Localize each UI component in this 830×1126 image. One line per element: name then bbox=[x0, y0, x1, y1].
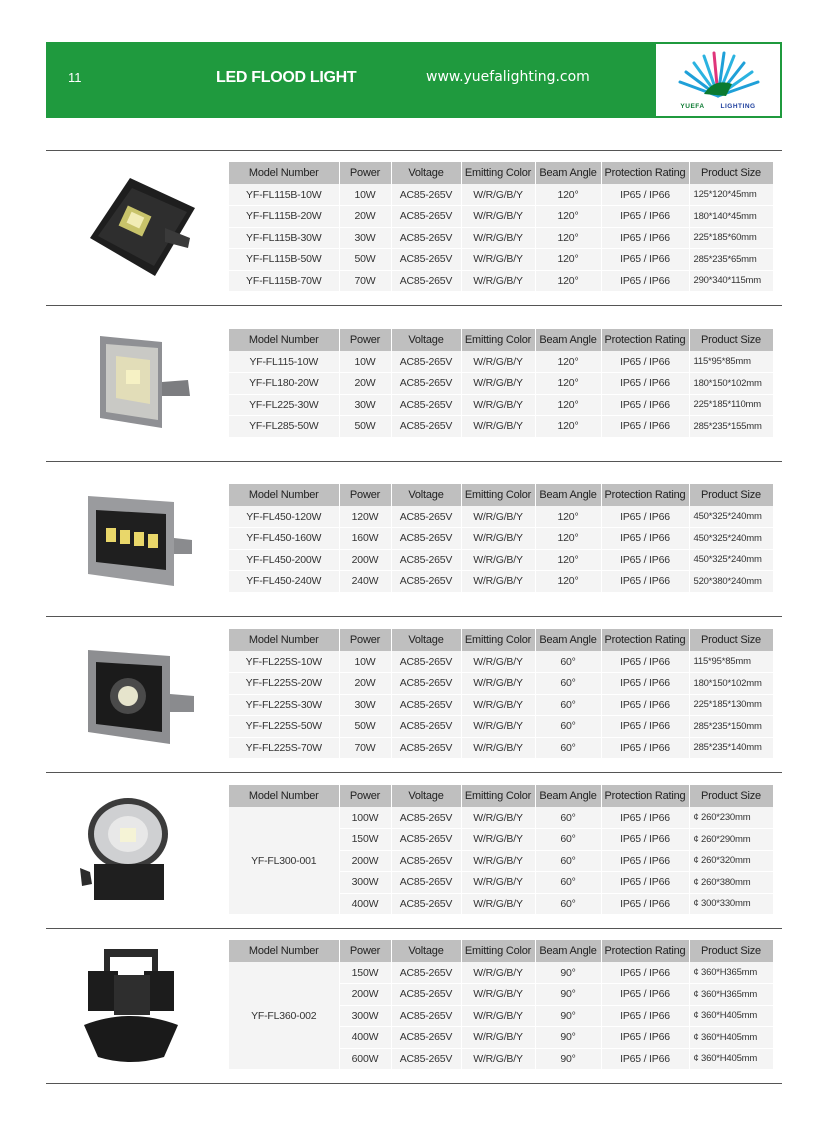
table-cell: 60° bbox=[535, 872, 601, 894]
table-cell: AC85-265V bbox=[391, 893, 461, 915]
table-cell: ¢ 360*H405mm bbox=[689, 1005, 773, 1027]
table-cell: IP65 / IP66 bbox=[601, 394, 689, 416]
table-cell: YF-FL225S-70W bbox=[229, 737, 339, 759]
table-cell: AC85-265V bbox=[391, 351, 461, 373]
table-cell: 520*380*240mm bbox=[689, 571, 773, 593]
table-cell: W/R/G/B/Y bbox=[461, 850, 535, 872]
table-cell: AC85-265V bbox=[391, 984, 461, 1006]
table-cell: YF-FL285-50W bbox=[229, 416, 339, 438]
column-header: Model Number bbox=[229, 484, 339, 506]
column-header: Power bbox=[339, 940, 391, 962]
table-row bbox=[229, 270, 773, 292]
table-cell: AC85-265V bbox=[391, 249, 461, 271]
table-row bbox=[229, 807, 773, 829]
table-cell: ¢ 260*230mm bbox=[689, 807, 773, 829]
table-cell: W/R/G/B/Y bbox=[461, 716, 535, 738]
spec-table bbox=[229, 329, 774, 438]
section-divider bbox=[46, 305, 782, 306]
table-cell: W/R/G/B/Y bbox=[461, 651, 535, 673]
column-header: Protection Rating bbox=[601, 329, 689, 351]
column-header: Product Size bbox=[689, 629, 773, 651]
column-header: Power bbox=[339, 329, 391, 351]
table-cell: 100W bbox=[339, 807, 391, 829]
column-header: Model Number bbox=[229, 329, 339, 351]
table-cell: W/R/G/B/Y bbox=[461, 962, 535, 984]
table-cell: W/R/G/B/Y bbox=[461, 227, 535, 249]
table-cell: AC85-265V bbox=[391, 206, 461, 228]
table-cell: IP65 / IP66 bbox=[601, 829, 689, 851]
column-header: Power bbox=[339, 162, 391, 184]
table-cell: YF-FL225S-10W bbox=[229, 651, 339, 673]
table-cell: W/R/G/B/Y bbox=[461, 893, 535, 915]
table-cell: IP65 / IP66 bbox=[601, 549, 689, 571]
table-cell: IP65 / IP66 bbox=[601, 227, 689, 249]
table-cell: YF-FL180-20W bbox=[229, 373, 339, 395]
table-cell: YF-FL115B-30W bbox=[229, 227, 339, 249]
table-cell: 240W bbox=[339, 571, 391, 593]
table-cell: AC85-265V bbox=[391, 651, 461, 673]
table-cell: 285*235*150mm bbox=[689, 716, 773, 738]
table-cell: W/R/G/B/Y bbox=[461, 673, 535, 695]
table-cell: YF-FL450-240W bbox=[229, 571, 339, 593]
model-number-cell: YF-FL360-002 bbox=[229, 962, 339, 1070]
table-cell: 60° bbox=[535, 893, 601, 915]
table-cell: 30W bbox=[339, 694, 391, 716]
table-row bbox=[229, 227, 773, 249]
table-header-row bbox=[229, 629, 773, 651]
section-divider bbox=[46, 616, 782, 617]
table-cell: 300W bbox=[339, 872, 391, 894]
flood-light-grey-icon bbox=[70, 322, 210, 442]
table-cell: AC85-265V bbox=[391, 184, 461, 206]
table-cell: YF-FL115B-70W bbox=[229, 270, 339, 292]
table-row bbox=[229, 206, 773, 228]
table-cell: 30W bbox=[339, 394, 391, 416]
table-cell: AC85-265V bbox=[391, 807, 461, 829]
column-header: Protection Rating bbox=[601, 162, 689, 184]
table-cell: AC85-265V bbox=[391, 829, 461, 851]
table-cell: 285*235*140mm bbox=[689, 737, 773, 759]
table-cell: 20W bbox=[339, 673, 391, 695]
table-cell: 90° bbox=[535, 962, 601, 984]
spec-table bbox=[229, 484, 774, 593]
column-header: Emitting Color bbox=[461, 484, 535, 506]
table-cell: 10W bbox=[339, 651, 391, 673]
table-row bbox=[229, 373, 773, 395]
table-cell: W/R/G/B/Y bbox=[461, 270, 535, 292]
column-header: Emitting Color bbox=[461, 329, 535, 351]
table-cell: IP65 / IP66 bbox=[601, 506, 689, 528]
table-row bbox=[229, 506, 773, 528]
table-cell: IP65 / IP66 bbox=[601, 571, 689, 593]
column-header: Voltage bbox=[391, 329, 461, 351]
table-cell: 120° bbox=[535, 571, 601, 593]
spec-table bbox=[229, 785, 774, 915]
table-cell: 20W bbox=[339, 373, 391, 395]
table-cell: 120° bbox=[535, 351, 601, 373]
table-cell: IP65 / IP66 bbox=[601, 850, 689, 872]
table-cell: W/R/G/B/Y bbox=[461, 373, 535, 395]
table-cell: ¢ 360*H365mm bbox=[689, 962, 773, 984]
table-cell: 60° bbox=[535, 716, 601, 738]
table-header-row bbox=[229, 162, 773, 184]
table-cell: W/R/G/B/Y bbox=[461, 549, 535, 571]
page-title: LED FLOOD LIGHT bbox=[216, 69, 357, 86]
table-cell: 120W bbox=[339, 506, 391, 528]
table-cell: 60° bbox=[535, 807, 601, 829]
table-cell: IP65 / IP66 bbox=[601, 1027, 689, 1049]
table-cell: 50W bbox=[339, 416, 391, 438]
table-cell: 70W bbox=[339, 737, 391, 759]
table-cell: W/R/G/B/Y bbox=[461, 872, 535, 894]
table-cell: W/R/G/B/Y bbox=[461, 694, 535, 716]
table-cell: 10W bbox=[339, 184, 391, 206]
table-cell: IP65 / IP66 bbox=[601, 984, 689, 1006]
column-header: Emitting Color bbox=[461, 162, 535, 184]
table-cell: AC85-265V bbox=[391, 737, 461, 759]
table-cell: AC85-265V bbox=[391, 394, 461, 416]
table-cell: W/R/G/B/Y bbox=[461, 829, 535, 851]
table-cell: YF-FL450-200W bbox=[229, 549, 339, 571]
table-cell: 285*235*65mm bbox=[689, 249, 773, 271]
table-cell: IP65 / IP66 bbox=[601, 1048, 689, 1070]
table-cell: 150W bbox=[339, 829, 391, 851]
table-cell: IP65 / IP66 bbox=[601, 807, 689, 829]
column-header: Power bbox=[339, 484, 391, 506]
table-row bbox=[229, 716, 773, 738]
column-header: Voltage bbox=[391, 940, 461, 962]
table-cell: 120° bbox=[535, 270, 601, 292]
table-cell: W/R/G/B/Y bbox=[461, 528, 535, 550]
table-cell: 120° bbox=[535, 184, 601, 206]
table-cell: 120° bbox=[535, 249, 601, 271]
table-cell: W/R/G/B/Y bbox=[461, 737, 535, 759]
table-cell: AC85-265V bbox=[391, 373, 461, 395]
table-cell: IP65 / IP66 bbox=[601, 716, 689, 738]
table-cell: IP65 / IP66 bbox=[601, 373, 689, 395]
website-url[interactable]: www.yuefalighting.com bbox=[426, 69, 590, 85]
column-header: Model Number bbox=[229, 162, 339, 184]
table-cell: 90° bbox=[535, 1027, 601, 1049]
high-bay-bracket-icon bbox=[70, 945, 210, 1065]
table-cell: W/R/G/B/Y bbox=[461, 394, 535, 416]
table-cell: 600W bbox=[339, 1048, 391, 1070]
table-cell: 225*185*60mm bbox=[689, 227, 773, 249]
table-row bbox=[229, 962, 773, 984]
table-cell: YF-FL450-160W bbox=[229, 528, 339, 550]
column-header: Model Number bbox=[229, 785, 339, 807]
column-header: Protection Rating bbox=[601, 629, 689, 651]
table-cell: 400W bbox=[339, 893, 391, 915]
table-row bbox=[229, 737, 773, 759]
table-cell: 200W bbox=[339, 984, 391, 1006]
table-cell: 150W bbox=[339, 962, 391, 984]
table-cell: AC85-265V bbox=[391, 962, 461, 984]
table-cell: W/R/G/B/Y bbox=[461, 506, 535, 528]
table-cell: AC85-265V bbox=[391, 694, 461, 716]
column-header: Power bbox=[339, 629, 391, 651]
table-cell: IP65 / IP66 bbox=[601, 651, 689, 673]
table-cell: IP65 / IP66 bbox=[601, 673, 689, 695]
column-header: Emitting Color bbox=[461, 629, 535, 651]
table-cell: IP65 / IP66 bbox=[601, 206, 689, 228]
table-cell: 60° bbox=[535, 673, 601, 695]
table-cell: 60° bbox=[535, 737, 601, 759]
table-cell: 450*325*240mm bbox=[689, 528, 773, 550]
page-header bbox=[46, 42, 782, 118]
table-cell: AC85-265V bbox=[391, 528, 461, 550]
table-row bbox=[229, 528, 773, 550]
table-cell: 60° bbox=[535, 651, 601, 673]
brand-logo bbox=[654, 42, 782, 118]
table-cell: AC85-265V bbox=[391, 850, 461, 872]
table-cell: 70W bbox=[339, 270, 391, 292]
table-row bbox=[229, 184, 773, 206]
table-cell: 60° bbox=[535, 694, 601, 716]
table-cell: 125*120*45mm bbox=[689, 184, 773, 206]
column-header: Protection Rating bbox=[601, 940, 689, 962]
table-cell: 180*150*102mm bbox=[689, 673, 773, 695]
table-cell: AC85-265V bbox=[391, 673, 461, 695]
table-header-row bbox=[229, 940, 773, 962]
table-cell: IP65 / IP66 bbox=[601, 528, 689, 550]
table-cell: 300W bbox=[339, 1005, 391, 1027]
column-header: Beam Angle bbox=[535, 484, 601, 506]
column-header: Beam Angle bbox=[535, 329, 601, 351]
column-header: Protection Rating bbox=[601, 785, 689, 807]
table-cell: 450*325*240mm bbox=[689, 549, 773, 571]
table-cell: YF-FL225S-50W bbox=[229, 716, 339, 738]
table-row bbox=[229, 249, 773, 271]
column-header: Model Number bbox=[229, 940, 339, 962]
model-number-cell: YF-FL300-001 bbox=[229, 807, 339, 915]
column-header: Voltage bbox=[391, 785, 461, 807]
table-cell: 20W bbox=[339, 206, 391, 228]
table-cell: AC85-265V bbox=[391, 571, 461, 593]
column-header: Beam Angle bbox=[535, 785, 601, 807]
table-cell: 450*325*240mm bbox=[689, 506, 773, 528]
table-cell: 10W bbox=[339, 351, 391, 373]
table-cell: 400W bbox=[339, 1027, 391, 1049]
table-row bbox=[229, 694, 773, 716]
table-cell: ¢ 260*320mm bbox=[689, 850, 773, 872]
column-header: Emitting Color bbox=[461, 940, 535, 962]
table-cell: ¢ 300*330mm bbox=[689, 893, 773, 915]
table-cell: 120° bbox=[535, 549, 601, 571]
column-header: Power bbox=[339, 785, 391, 807]
table-cell: 120° bbox=[535, 416, 601, 438]
table-cell: 200W bbox=[339, 850, 391, 872]
spec-table bbox=[229, 162, 774, 292]
table-cell: 290*340*115mm bbox=[689, 270, 773, 292]
table-cell: AC85-265V bbox=[391, 549, 461, 571]
table-row bbox=[229, 394, 773, 416]
table-cell: ¢ 260*380mm bbox=[689, 872, 773, 894]
table-cell: 115*95*85mm bbox=[689, 651, 773, 673]
section-divider bbox=[46, 772, 782, 773]
table-cell: 120° bbox=[535, 506, 601, 528]
logo-wordmark: YUEFA LIGHTING bbox=[680, 103, 756, 110]
section-divider bbox=[46, 928, 782, 929]
table-cell: IP65 / IP66 bbox=[601, 1005, 689, 1027]
column-header: Voltage bbox=[391, 484, 461, 506]
column-header: Emitting Color bbox=[461, 785, 535, 807]
table-cell: 285*235*155mm bbox=[689, 416, 773, 438]
table-row bbox=[229, 549, 773, 571]
table-cell: AC85-265V bbox=[391, 270, 461, 292]
table-cell: 180*140*45mm bbox=[689, 206, 773, 228]
table-row bbox=[229, 351, 773, 373]
column-header: Protection Rating bbox=[601, 484, 689, 506]
section-divider bbox=[46, 150, 782, 151]
flood-light-lens-icon bbox=[70, 636, 210, 756]
table-cell: IP65 / IP66 bbox=[601, 249, 689, 271]
table-cell: 225*185*130mm bbox=[689, 694, 773, 716]
table-cell: IP65 / IP66 bbox=[601, 416, 689, 438]
table-cell: 120° bbox=[535, 227, 601, 249]
page-number: 11 bbox=[68, 70, 82, 85]
table-cell: YF-FL450-120W bbox=[229, 506, 339, 528]
table-cell: 90° bbox=[535, 1005, 601, 1027]
column-header: Product Size bbox=[689, 785, 773, 807]
table-cell: 200W bbox=[339, 549, 391, 571]
table-cell: 120° bbox=[535, 394, 601, 416]
table-cell: IP65 / IP66 bbox=[601, 737, 689, 759]
column-header: Model Number bbox=[229, 629, 339, 651]
table-cell: AC85-265V bbox=[391, 506, 461, 528]
table-cell: W/R/G/B/Y bbox=[461, 1005, 535, 1027]
column-header: Voltage bbox=[391, 629, 461, 651]
table-cell: IP65 / IP66 bbox=[601, 962, 689, 984]
table-header-row bbox=[229, 484, 773, 506]
table-cell: 120° bbox=[535, 373, 601, 395]
table-cell: IP65 / IP66 bbox=[601, 893, 689, 915]
table-cell: W/R/G/B/Y bbox=[461, 249, 535, 271]
table-cell: YF-FL115B-10W bbox=[229, 184, 339, 206]
table-cell: YF-FL115B-20W bbox=[229, 206, 339, 228]
column-header: Voltage bbox=[391, 162, 461, 184]
table-cell: YF-FL225S-30W bbox=[229, 694, 339, 716]
table-cell: 160W bbox=[339, 528, 391, 550]
table-cell: 90° bbox=[535, 1048, 601, 1070]
table-cell: IP65 / IP66 bbox=[601, 184, 689, 206]
table-cell: 30W bbox=[339, 227, 391, 249]
table-row bbox=[229, 673, 773, 695]
spec-table bbox=[229, 629, 774, 759]
section-divider bbox=[46, 1083, 782, 1084]
table-cell: 180*150*102mm bbox=[689, 373, 773, 395]
table-row bbox=[229, 416, 773, 438]
table-cell: W/R/G/B/Y bbox=[461, 184, 535, 206]
table-cell: 60° bbox=[535, 850, 601, 872]
table-cell: IP65 / IP66 bbox=[601, 872, 689, 894]
table-cell: 90° bbox=[535, 984, 601, 1006]
table-cell: W/R/G/B/Y bbox=[461, 1048, 535, 1070]
table-cell: AC85-265V bbox=[391, 1005, 461, 1027]
column-header: Product Size bbox=[689, 940, 773, 962]
table-cell: YF-FL225-30W bbox=[229, 394, 339, 416]
table-cell: ¢ 260*290mm bbox=[689, 829, 773, 851]
table-row bbox=[229, 651, 773, 673]
column-header: Beam Angle bbox=[535, 162, 601, 184]
table-cell: W/R/G/B/Y bbox=[461, 807, 535, 829]
table-cell: 120° bbox=[535, 206, 601, 228]
column-header: Beam Angle bbox=[535, 940, 601, 962]
table-cell: ¢ 360*H405mm bbox=[689, 1027, 773, 1049]
section-divider bbox=[46, 461, 782, 462]
high-bay-light-icon bbox=[70, 792, 210, 912]
logo-rays-icon bbox=[656, 48, 780, 98]
table-cell: AC85-265V bbox=[391, 1048, 461, 1070]
table-cell: IP65 / IP66 bbox=[601, 351, 689, 373]
table-cell: AC85-265V bbox=[391, 872, 461, 894]
table-cell: W/R/G/B/Y bbox=[461, 571, 535, 593]
spec-table bbox=[229, 940, 774, 1070]
table-cell: W/R/G/B/Y bbox=[461, 984, 535, 1006]
table-cell: W/R/G/B/Y bbox=[461, 1027, 535, 1049]
table-cell: YF-FL115B-50W bbox=[229, 249, 339, 271]
table-cell: AC85-265V bbox=[391, 716, 461, 738]
table-cell: 120° bbox=[535, 528, 601, 550]
column-header: Product Size bbox=[689, 162, 773, 184]
table-header-row bbox=[229, 329, 773, 351]
table-cell: AC85-265V bbox=[391, 227, 461, 249]
flood-light-quad-icon bbox=[70, 478, 210, 598]
table-cell: AC85-265V bbox=[391, 1027, 461, 1049]
table-cell: YF-FL115-10W bbox=[229, 351, 339, 373]
table-cell: 50W bbox=[339, 249, 391, 271]
table-row bbox=[229, 571, 773, 593]
table-cell: 60° bbox=[535, 829, 601, 851]
table-cell: W/R/G/B/Y bbox=[461, 206, 535, 228]
table-cell: 50W bbox=[339, 716, 391, 738]
table-cell: 115*95*85mm bbox=[689, 351, 773, 373]
flood-light-black-icon bbox=[70, 168, 210, 288]
table-cell: IP65 / IP66 bbox=[601, 270, 689, 292]
table-cell: IP65 / IP66 bbox=[601, 694, 689, 716]
table-cell: 225*185*110mm bbox=[689, 394, 773, 416]
column-header: Product Size bbox=[689, 329, 773, 351]
table-cell: YF-FL225S-20W bbox=[229, 673, 339, 695]
column-header: Product Size bbox=[689, 484, 773, 506]
table-cell: ¢ 360*H365mm bbox=[689, 984, 773, 1006]
table-cell: AC85-265V bbox=[391, 416, 461, 438]
table-cell: W/R/G/B/Y bbox=[461, 351, 535, 373]
table-cell: ¢ 360*H405mm bbox=[689, 1048, 773, 1070]
column-header: Beam Angle bbox=[535, 629, 601, 651]
table-cell: W/R/G/B/Y bbox=[461, 416, 535, 438]
table-header-row bbox=[229, 785, 773, 807]
